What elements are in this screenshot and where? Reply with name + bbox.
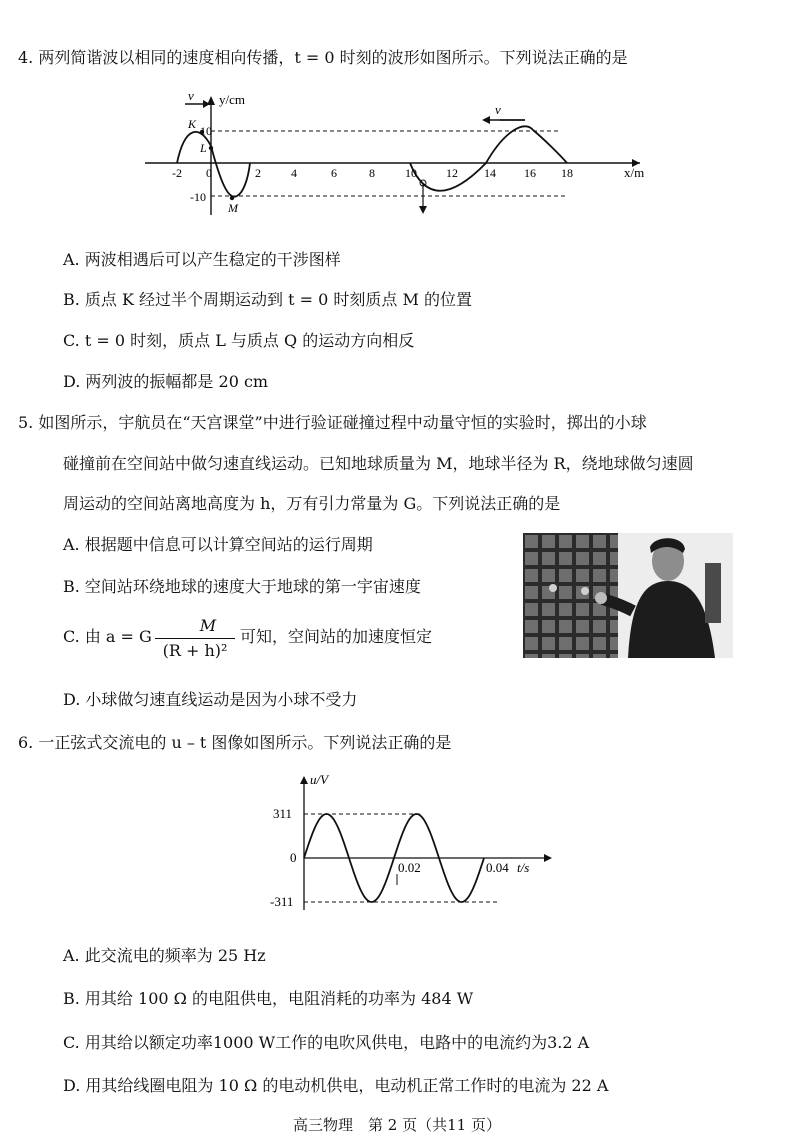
- x-tick-002: 0.02: [398, 860, 421, 875]
- x-axis-label: x/m: [624, 165, 645, 180]
- y-tick-311: 311: [273, 806, 293, 821]
- q4-option-b: B. 质点 K 经过半个周期运动到 t = 0 时刻质点 M 的位置: [63, 290, 472, 309]
- q6-stem: 6. 一正弦式交流电的 u – t 图像如图所示。下列说法正确的是: [18, 733, 452, 752]
- q5-stem-line3: 周运动的空间站离地高度为 h，万有引力常量为 G。下列说法正确的是: [63, 494, 561, 513]
- fraction-bar: [155, 638, 235, 639]
- u-axis-label: u/V: [310, 772, 329, 787]
- left-wave: [177, 132, 250, 197]
- x-tick: 0: [206, 166, 212, 180]
- q6-ac-chart: [270, 770, 560, 915]
- label-L: L: [200, 141, 207, 155]
- left-v-label: v: [188, 90, 194, 103]
- q6-option-c: C. 用其给以额定功率1000 W工作的电吹风供电，电路中的电流约为3.2 A: [63, 1033, 590, 1052]
- y-tick-neg10: -10: [190, 190, 206, 204]
- q5-stem-line1: 5. 如图所示，宇航员在“天宫课堂”中进行验证碰撞过程中动量守恒的实验时，掷出的小球: [18, 413, 647, 432]
- q5-formula-numerator: M: [199, 616, 217, 635]
- q4-wave-figure: [140, 90, 660, 220]
- astronaut-photo: [523, 533, 733, 658]
- x-tick: 10: [405, 166, 417, 180]
- q4-option-d: D. 两列波的振幅都是 20 cm: [63, 372, 269, 391]
- q5-formula-denominator: (R + h)²: [162, 641, 228, 660]
- x-tick: 12: [446, 166, 458, 180]
- q5-option-c-prefix: C. 由 a = G: [63, 627, 152, 646]
- label-M: M: [228, 201, 238, 215]
- q5-option-a: A. 根据题中信息可以计算空间站的运行周期: [63, 535, 373, 554]
- x-tick: 18: [561, 166, 573, 180]
- y-axis-label: y/cm: [219, 92, 245, 107]
- q4-stem: 4. 两列简谐波以相同的速度相向传播，t = 0 时刻的波形如图所示。下列说法正确的是: [18, 48, 628, 67]
- x-tick: -2: [172, 166, 182, 180]
- y-tick-0: 0: [290, 850, 297, 865]
- label-K: K: [188, 117, 197, 131]
- q6-option-b: B. 用其给 100 Ω 的电阻供电，电阻消耗的功率为 484 W: [63, 989, 474, 1008]
- x-tick-004: 0.04: [486, 860, 509, 875]
- page-footer: 高三物理 第 2 页（共11 页）: [293, 1116, 501, 1134]
- q5-option-b: B. 空间站环绕地球的速度大于地球的第一宇宙速度: [63, 577, 421, 596]
- x-tick: 8: [369, 166, 375, 180]
- q5-stem-line2: 碰撞前在空间站中做匀速直线运动。已知地球质量为 M，地球半径为 R，绕地球做匀速圆: [63, 454, 694, 473]
- q6-option-a: A. 此交流电的频率为 25 Hz: [63, 946, 266, 965]
- x-tick: 6: [331, 166, 337, 180]
- q5-option-c-suffix: 可知，空间站的加速度恒定: [240, 627, 433, 646]
- x-tick: 14: [484, 166, 496, 180]
- q4-option-a: A. 两波相遇后可以产生稳定的干涉图样: [63, 250, 341, 269]
- right-v-label: v: [495, 102, 501, 117]
- x-tick: 2: [255, 166, 261, 180]
- y-tick-10: 10: [200, 124, 212, 138]
- x-tick: 4: [291, 166, 297, 180]
- q5-option-d: D. 小球做匀速直线运动是因为小球不受力: [63, 690, 358, 709]
- x-tick: 16: [524, 166, 536, 180]
- t-axis-label: t/s: [517, 860, 530, 875]
- q4-option-c: C. t = 0 时刻，质点 L 与质点 Q 的运动方向相反: [63, 331, 415, 350]
- q6-option-d: D. 用其给线圈电阻为 10 Ω 的电动机供电，电动机正常工作时的电流为 22 A: [63, 1076, 609, 1095]
- y-tick-neg311: -311: [270, 894, 294, 909]
- right-wave: [410, 126, 567, 190]
